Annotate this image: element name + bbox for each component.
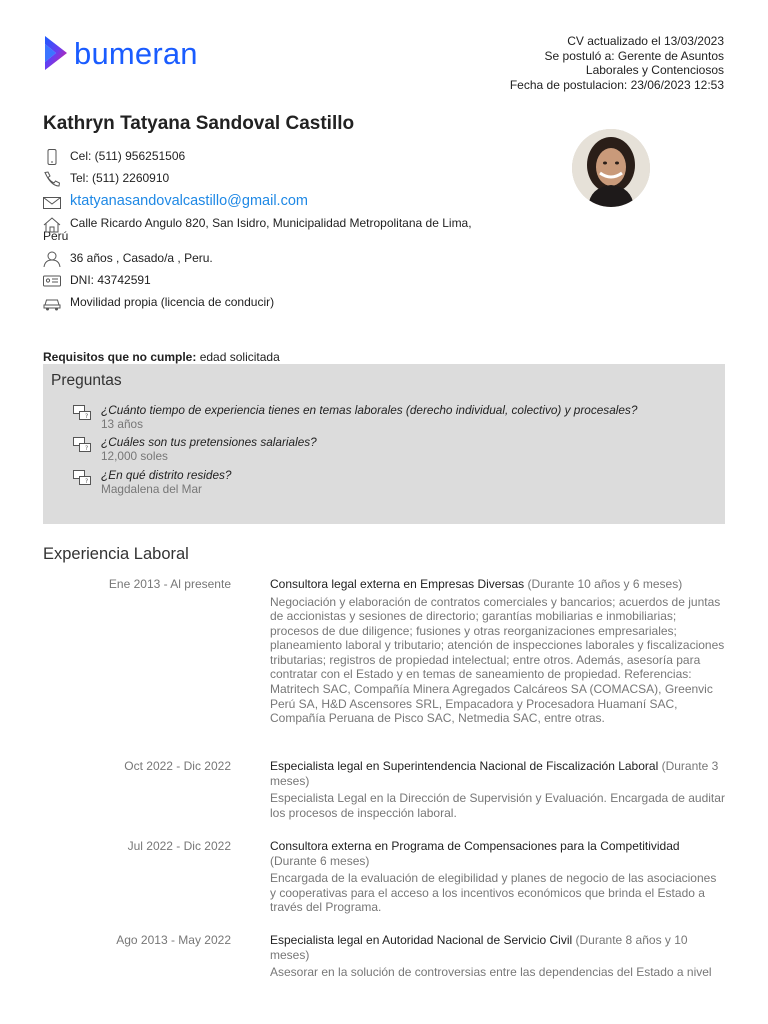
role-duration: (Durante 8 años y 10 meses) xyxy=(270,933,688,962)
cel-row xyxy=(43,149,493,163)
application-date: Fecha de postulacion: 23/06/2023 12:53 xyxy=(509,77,724,92)
experience-description: Negociación y elaboración de contratos comerciales y bancarios; acuerdos de juntas de accionistas y sesiones de directorio; garantías mobiliarias e inmobiliarias; procesos de due diligence; fusiones y otras reorganizaciones empresariales; planeamiento laboral y tributario; atención de inspecciones laborales y fiscalizaciones tributarias; registros de propiedad intelectual; entre otros. Además, asesoría para contratar con el Estado y en temas de saneamiento de propiedad. Referencias: Matritech SAC, Compañía Minera Agregados Calcáreos SA (COMACSA), Greenvic Perú SA, H&D Ascensores SRL, Empacadora y Procesadora Huamaní SAC, Compañía Peruana de Pisco SAC, Netmedia SAC, entre otras. xyxy=(270,594,725,726)
dni-value: DNI: 43742591 xyxy=(70,273,151,287)
experience-role xyxy=(270,933,725,962)
experience-description: Especialista Legal en la Dirección de Supervisión y Evaluación. Encargada de auditar los procesos de inspección laboral. xyxy=(270,791,725,820)
role-name: Especialista legal en Autoridad Nacional de Servicio Civil xyxy=(270,933,573,947)
role-duration: (Durante 10 años y 6 meses) xyxy=(527,577,683,591)
experience-item xyxy=(43,839,725,915)
chat-question-icon xyxy=(73,405,91,421)
address-value: Calle Ricardo Angulo 820, San Isidro, Municipalidad Metropolitana de Lima, Perú xyxy=(43,216,472,243)
envelope-icon xyxy=(43,195,61,211)
chat-question-icon xyxy=(73,470,91,486)
experience-role xyxy=(270,839,725,868)
requirements-value: edad solicitada xyxy=(199,350,280,364)
contact-info xyxy=(43,149,493,317)
mobility-value: Movilidad propia (licencia de conducir) xyxy=(70,295,275,309)
bumeran-logo xyxy=(42,34,198,72)
answer-text: Magdalena del Mar xyxy=(101,482,202,496)
experience-role xyxy=(270,759,725,788)
personal-row xyxy=(43,251,493,265)
address-row xyxy=(43,217,493,243)
question-text: ¿En qué distrito resides? xyxy=(101,468,232,482)
user-icon xyxy=(43,251,61,267)
logo-wordmark: bumeran xyxy=(74,35,198,71)
experience-item xyxy=(43,577,725,726)
question-item xyxy=(73,468,713,496)
question-item xyxy=(73,403,713,431)
role-duration: (Durante 6 meses) xyxy=(270,853,370,868)
experience-item xyxy=(43,933,725,980)
questions-section xyxy=(43,364,725,524)
bumeran-logo-icon xyxy=(42,34,70,72)
role-duration: (Durante 3 meses) xyxy=(270,759,719,788)
question-text: ¿Cuáles son tus pretensiones salariales? xyxy=(101,435,317,449)
svg-text:?: ? xyxy=(85,413,89,420)
cv-updated: CV actualizado el 13/03/2023 xyxy=(567,34,724,48)
requirements-label: Requisitos que no cumple: xyxy=(43,350,197,364)
role-name: Consultora legal externa en Empresas Diversas xyxy=(270,577,525,591)
car-icon xyxy=(43,295,61,311)
candidate-name: Kathryn Tatyana Sandoval Castillo xyxy=(43,113,355,134)
experience-period: Ene 2013 - Al presente xyxy=(108,577,231,591)
chat-question-icon xyxy=(73,437,91,453)
phone-icon xyxy=(43,171,61,187)
unmet-requirements xyxy=(43,350,280,364)
age-status-value: 36 años , Casado/a , Peru. xyxy=(70,251,213,265)
email-link[interactable]: ktatyanasandovalcastillo@gmail.com xyxy=(70,193,308,209)
dni-row xyxy=(43,273,493,287)
mobility-row xyxy=(43,295,493,309)
role-name: Consultora externa en Programa de Compensaciones para la Competitividad xyxy=(270,839,680,853)
svg-text:?: ? xyxy=(85,445,89,452)
email-row[interactable] xyxy=(43,193,493,209)
questions-title: Preguntas xyxy=(51,372,122,389)
cv-meta xyxy=(424,34,724,92)
experience-period: Ago 2013 - May 2022 xyxy=(116,933,231,947)
avatar xyxy=(572,129,650,207)
experience-description: Asesorar en la solución de controversias entre las dependencias del Estado a nivel xyxy=(270,965,712,979)
id-card-icon xyxy=(43,273,61,289)
experience-period: Oct 2022 - Dic 2022 xyxy=(124,759,231,773)
answer-text: 13 años xyxy=(101,417,143,431)
experience-period: Jul 2022 - Dic 2022 xyxy=(127,839,231,853)
question-text: ¿Cuánto tiempo de experiencia tienes en temas laborales (derecho individual, colectivo) y procesales? xyxy=(101,403,638,417)
cel-value: Cel: (511) 956251506 xyxy=(70,149,186,163)
experience-title: Experiencia Laboral xyxy=(43,545,189,563)
applied-to: Se postuló a: Gerente de Asuntos Laborales y Contenciosos xyxy=(544,48,724,77)
experience-role xyxy=(270,577,725,592)
question-item xyxy=(73,435,713,463)
svg-text:?: ? xyxy=(85,478,89,485)
tel-value: Tel: (511) 2260910 xyxy=(70,171,170,185)
experience-description: Encargada de la evaluación de elegibilidad y planes de negocio de las asociaciones y cooperativas para el acceso a los incentivos económicos que brinda el Estado a través del Programa. xyxy=(270,871,717,915)
home-icon xyxy=(43,217,61,233)
tel-row xyxy=(43,171,493,185)
mobile-phone-icon xyxy=(43,149,61,165)
profile-photo xyxy=(572,129,650,207)
answer-text: 12,000 soles xyxy=(101,449,168,463)
experience-item xyxy=(43,759,725,820)
role-name: Especialista legal en Superintendencia Nacional de Fiscalización Laboral xyxy=(270,759,659,773)
